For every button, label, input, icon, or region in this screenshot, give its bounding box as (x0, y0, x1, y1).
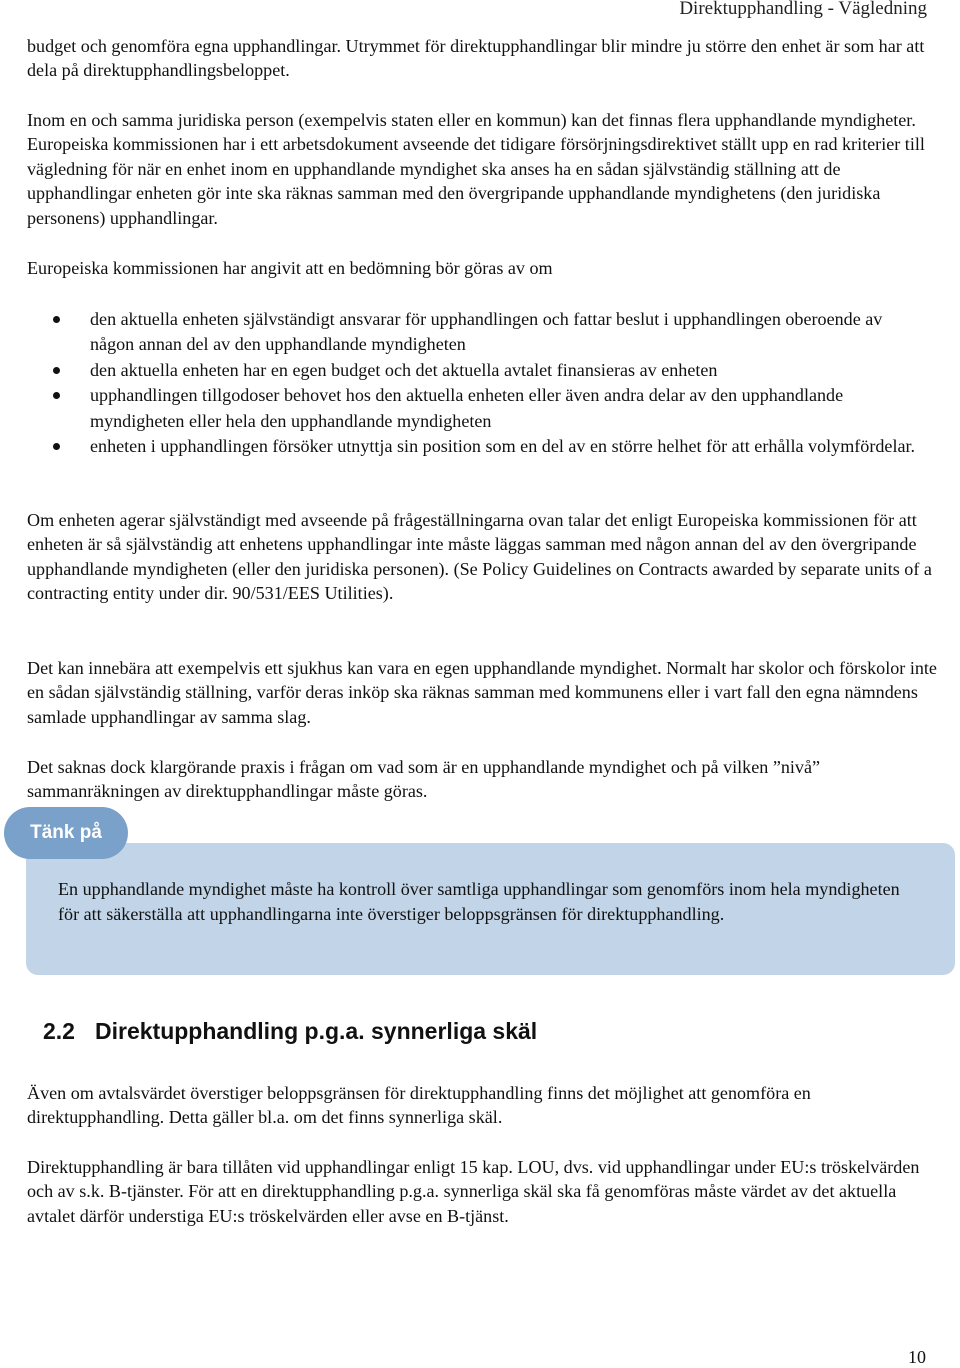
callout-text: En upphandlande myndighet måste ha kontroll över samtliga upphandlingar som genomförs inom hela myndigheten för att säkerställa att upphandlingarna inte överstiger beloppsgränsen för direktupphandling. (58, 879, 900, 924)
list-item: den aktuella enheten självständigt ansvarar för upphandlingen och fattar beslut i upphandlingen oberoende av någon annan del av den upphandlande myndigheten (0, 307, 920, 358)
paragraph-independence: Om enheten agerar självständigt med avseende på frågeställningarna ovan talar det enligt Europeiska kommissionen för att enheten är så självständig att enhetens upphandlingar inte måste läggas samman med någon annan del av den övergripande upphandlande myndigheten (eller den juridiska personen). (Se Policy Guidelines on Contracts awarded by separate units of a contracting entity under dir. 90/531/EES Utilities). (27, 510, 932, 604)
paragraph-praxis: Det saknas dock klargörande praxis i frågan om vad som är en upphandlande myndighet och på vilken ”nivå” sammanräkningen av direktupphandlingar måste göras. (27, 757, 821, 802)
section-title: Direktupphandling p.g.a. synnerliga skäl (95, 1018, 538, 1044)
section-heading (43, 1018, 537, 1045)
bullet-icon (53, 367, 60, 374)
paragraph-section-2: Direktupphandling är bara tillåten vid upphandlingar enligt 15 kap. LOU, dvs. vid upphandlingar under EU:s tröskelvärden och av s.k. B-tjänster. För att en direktupphandling p.g.a. synnerliga skäl ska få genomföras måste värdet av det aktuella avtalet därför understiga EU:s tröskelvärden eller avse en B-tjänst. (27, 1157, 920, 1226)
page-number: 10 (908, 1347, 926, 1367)
section-number: 2.2 (43, 1018, 75, 1044)
list-item: upphandlingen tillgodoser behovet hos den aktuella enheten eller även andra delar av den upphandlande myndigheten eller hela den upphandlande myndigheten (0, 383, 920, 434)
list-item: enheten i upphandlingen försöker utnyttja sin position som en del av en större helhet för att erhålla volymfördelar. (0, 434, 920, 459)
bullet-icon (53, 316, 60, 323)
bullet-icon (53, 443, 60, 450)
list-item: den aktuella enheten har en egen budget och det aktuella avtalet finansieras av enheten (0, 358, 920, 383)
criteria-list (0, 307, 960, 459)
paragraph-legal-person: Inom en och samma juridiska person (exempelvis staten eller en kommun) kan det finnas flera upphandlande myndigheter. Europeiska kommissionen har i ett arbetsdokument avseende det tidigare försörjningsdirektivet ställt upp en rad kriterier till vägledning för när en enhet inom en upphandlande myndighet ska anses ha en sådan självständig ställning att de upphandlingar enheten gör inte ska räknas samman med den övergripande upphandlande myndighetens (den juridiska personens) upphandlingar. (27, 110, 925, 228)
paragraph-section-1: Även om avtalsvärdet överstiger beloppsgränsen för direktupphandling finns det möjlighet att genomföra en direktupphandling. Detta gäller bl.a. om det finns synnerliga skäl. (27, 1083, 811, 1128)
paragraph-assessment-lead: Europeiska kommissionen har angivit att en bedömning bör göras av om (27, 258, 553, 278)
paragraph-example: Det kan innebära att exempelvis ett sjukhus kan vara en egen upphandlande myndighet. Normalt har skolor och förskolor inte en sådan självständig ställning, varför deras inköp ska räknas samman med kommunens eller i vart fall den egna nämndens samlade upphandlingar av samma slag. (27, 658, 937, 727)
bullet-icon (53, 392, 60, 399)
running-header: Direktupphandling - Vägledning (679, 0, 927, 19)
paragraph-intro: budget och genomföra egna upphandlingar. Utrymmet för direktupphandlingar blir mindre ju större den enhet är som har att dela på direktupphandlingsbeloppet. (27, 36, 925, 81)
callout-tag: Tänk på (4, 807, 128, 859)
